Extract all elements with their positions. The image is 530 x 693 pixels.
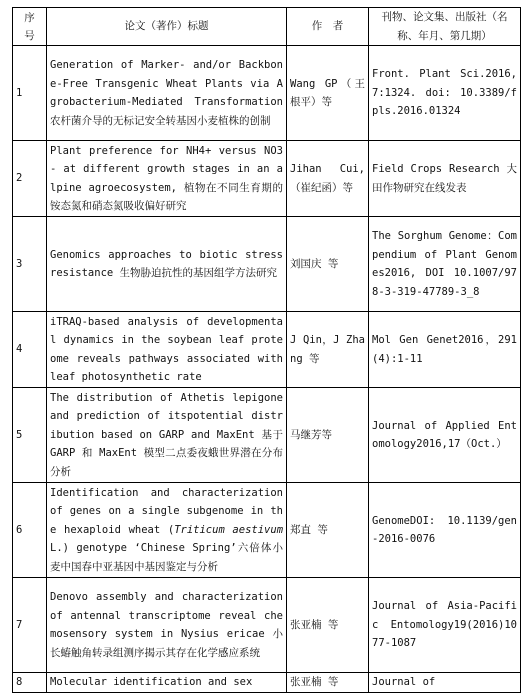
paper-author: Jihan Cui,（崔纪函）等 bbox=[287, 141, 369, 217]
row-number: 8 bbox=[13, 673, 47, 693]
species-name: Triticum aestivum bbox=[174, 523, 284, 536]
paper-journal: Journal of bbox=[369, 673, 521, 693]
paper-title: Denovo assembly and characterization of antennal transcriptome reveal chemosensory system in Nysius ericae 小长蝽触角转录组测序揭示其存在化学感应系统 bbox=[47, 578, 287, 673]
paper-title: Genomics approaches to biotic stress resistance 生物胁迫抗性的基因组学方法研究 bbox=[47, 217, 287, 312]
row-number: 3 bbox=[13, 217, 47, 312]
paper-journal: Field Crops Research 大田作物研究在线发表 bbox=[369, 141, 521, 217]
row-number: 2 bbox=[13, 141, 47, 217]
row-number: 7 bbox=[13, 578, 47, 673]
paper-title: iTRAQ-based analysis of developmental dynamics in the soybean leaf proteome reveals pathways associated with leaf photosynthetic rate bbox=[47, 312, 287, 388]
paper-title-part: L.) genotype ‘Chinese Spring’六倍体小麦中国春中亚基因中基因鉴定与分析 bbox=[50, 542, 283, 574]
paper-title: Molecular identification and sex bbox=[47, 673, 287, 693]
row-number: 6 bbox=[13, 483, 47, 578]
paper-author: 马继芳等 bbox=[287, 388, 369, 483]
header-row bbox=[13, 8, 521, 46]
row-number: 4 bbox=[13, 312, 47, 388]
table-row bbox=[13, 141, 521, 217]
table-row bbox=[13, 46, 521, 141]
paper-journal: Front. Plant Sci.2016,7:1324. doi: 10.3389/fpls.2016.01324 bbox=[369, 46, 521, 141]
header-seq-line2: 号 bbox=[24, 29, 35, 42]
row-number: 1 bbox=[13, 46, 47, 141]
table-row bbox=[13, 312, 521, 388]
header-title: 论文（著作）标题 bbox=[47, 8, 287, 46]
paper-title-part: Identification and characterization of genes on a single subgenome in the hexaploid wheat ( bbox=[50, 486, 283, 536]
paper-author: J Qin，J Zhang 等 bbox=[287, 312, 369, 388]
paper-journal: Journal of Applied Entomology2016,17（Oct.） bbox=[369, 388, 521, 483]
table-row bbox=[13, 217, 521, 312]
paper-author: 张亚楠 等 bbox=[287, 673, 369, 693]
paper-title: Plant preference for NH4+ versus NO3- at different growth stages in an alpine agroecosystem, 植物在不同生育期的铵态氮和硝态氮吸收偏好研究 bbox=[47, 141, 287, 217]
paper-author: 刘国庆 等 bbox=[287, 217, 369, 312]
header-seq-line1: 序 bbox=[24, 11, 35, 24]
table-row bbox=[13, 673, 521, 693]
table-row bbox=[13, 388, 521, 483]
table-row bbox=[13, 578, 521, 673]
paper-journal: The Sorghum Genome：Compendium of Plant Genomes2016, DOI 10.1007/978-3-319-47789-3_8 bbox=[369, 217, 521, 312]
paper-author: 张亚楠 等 bbox=[287, 578, 369, 673]
paper-author: Wang GP（王根平）等 bbox=[287, 46, 369, 141]
header-journal: 刊物、论文集、出版社（名称、年月、第几期） bbox=[369, 8, 521, 46]
paper-title: The distribution of Athetis lepigone and prediction of itspotential distribution based on GARP and MaxEnt 基于 GARP 和 MaxEnt 模型二点委夜蛾世界潜在分布分析 bbox=[47, 388, 287, 483]
publications-table bbox=[12, 7, 521, 693]
paper-title: Generation of Marker- and/or Backbone-Free Transgenic Wheat Plants via Agrobacterium-Mediated Transformation 农杆菌介导的无标记安全转基因小麦植株的创制 bbox=[47, 46, 287, 141]
header-author: 作 者 bbox=[287, 8, 369, 46]
row-number: 5 bbox=[13, 388, 47, 483]
paper-author: 郑直 等 bbox=[287, 483, 369, 578]
table-row bbox=[13, 483, 521, 578]
header-seq bbox=[13, 8, 47, 46]
paper-journal: Mol Gen Genet2016，291(4):1-11 bbox=[369, 312, 521, 388]
paper-journal: Journal of Asia-Pacific Entomology19(2016)1077-1087 bbox=[369, 578, 521, 673]
paper-journal: GenomeDOI: 10.1139/gen-2016-0076 bbox=[369, 483, 521, 578]
paper-title bbox=[47, 483, 287, 578]
